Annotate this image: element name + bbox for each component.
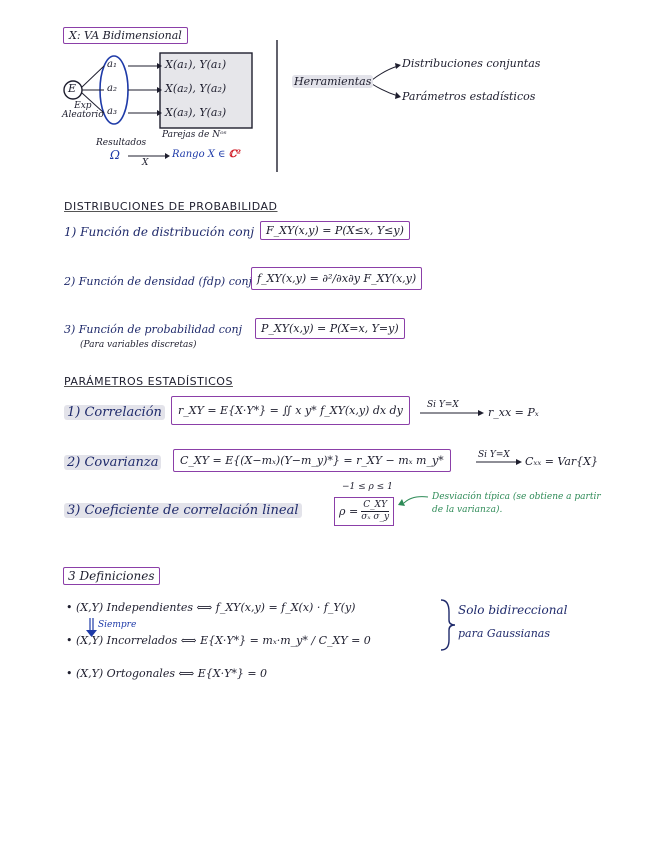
rho-denominator: σₓ σ_y [361,512,390,522]
dist-item-3-note: (Para variables discretas) [80,340,197,350]
param-item-3-formula [334,497,394,526]
page-title: X: VA Bidimensional [69,29,182,42]
dist-item-2-label: 2) Función de densidad (fdp) conj [64,275,252,288]
param-item-3-range: −1 ≤ ρ ≤ 1 [342,482,393,492]
brace-note-1: Solo bidireccional [458,603,568,617]
tools-label: Herramientas [294,75,372,88]
brace-note-2: para Gaussianas [458,627,550,640]
def-item-2: • (X,Y) Incorrelados ⟺ E{X·Y*} = mₓ·m_y* / C_XY = 0 [66,634,371,647]
dist-item-1-label: 1) Función de distribución conj [64,225,255,239]
param-item-1-result: r_xx = Pₓ [488,406,539,419]
param-item-2-label: 2) Covarianza [64,455,161,470]
omega-symbol: Ω [110,148,120,162]
heading-distribuciones: DISTRIBUCIONES DE PROBABILIDAD [64,200,278,213]
def-item-1-relation: ⟺ f_XY(x,y) = f_X(x) · f_Y(y) [196,601,356,614]
tools-item-distribuciones: Distribuciones conjuntas [402,57,541,70]
def-item-3: • (X,Y) Ortogonales ⟺ E{X·Y*} = 0 [66,667,268,680]
dist-item-3-label: 3) Función de probabilidad conj [64,323,243,336]
param-item-3-label: 3) Coeficiente de correlación lineal [64,503,302,518]
pairs-label: Parejas de Nᵒˢ [162,130,227,140]
def-item-2-relation: ⟺ E{X·Y*} = mₓ·m_y* / C_XY = 0 [180,634,371,647]
always-label: Siempre [98,620,137,630]
rho-numerator: C_XY [363,500,388,510]
section-title-box [63,27,188,44]
pair-1: X(a₁), Y(a₁) [165,58,227,71]
dist-item-3-formula: P_XY(x,y) = P(X=x, Y=y) [255,318,405,339]
param-item-1-arrow-label: Si Y=X [427,400,459,410]
heading-parametros: PARÁMETROS ESTADÍSTICOS [64,375,233,388]
pair-2: X(a₂), Y(a₂) [165,82,227,95]
def-item-3-relation: ⟺ E{X·Y*} = 0 [178,667,268,680]
def-item-2-term: (X,Y) Incorrelados [76,634,178,647]
exp-label: Exp Aleatorio [62,101,104,120]
result-a1: a₁ [107,59,117,70]
param-item-2-result: Cₓₓ = Var{X} [525,455,599,468]
dist-item-2-formula: f_XY(x,y) = ∂²/∂x∂y F_XY(x,y) [251,267,422,290]
result-a3: a₃ [107,106,117,117]
heading-definiciones-box [63,567,160,585]
def-item-3-term: (X,Y) Ortogonales [76,667,175,680]
param-item-1-formula: r_XY = E{X·Y*} = ∬ x y* f_XY(x,y) dx dy [171,396,410,425]
result-a2: a₂ [107,83,117,94]
results-label: Resultados [96,138,147,148]
param-item-2-arrow-label: Si Y=X [478,450,510,460]
param-item-3-note: Desviación típica (se obtiene a partir de la varianza). [432,492,601,515]
node-e-label: E [68,82,77,95]
rho-symbol: ρ = [339,505,359,518]
def-item-1-term: (X,Y) Independientes [76,601,194,614]
heading-definiciones: 3 Definiciones [68,569,155,583]
dist-item-1-formula: F_XY(x,y) = P(X≤x, Y≤y) [260,221,410,240]
def-item-1: • (X,Y) Independientes ⟺ f_XY(x,y) = f_X(x) · f_Y(y) [66,601,356,614]
map-label: X [142,158,149,168]
pair-3: X(a₃), Y(a₃) [165,106,227,119]
param-item-1-label: 1) Correlación [64,405,165,420]
range-label: Rango X ∈ ℂ² [172,149,241,160]
brace [441,600,455,650]
param-item-2-formula: C_XY = E{(X−mₓ)(Y−m_y)*} = r_XY − mₓ m_y* [173,449,451,472]
range-set: ℂ² [228,149,241,160]
tools-item-parametros: Parámetros estadísticos [402,90,536,103]
